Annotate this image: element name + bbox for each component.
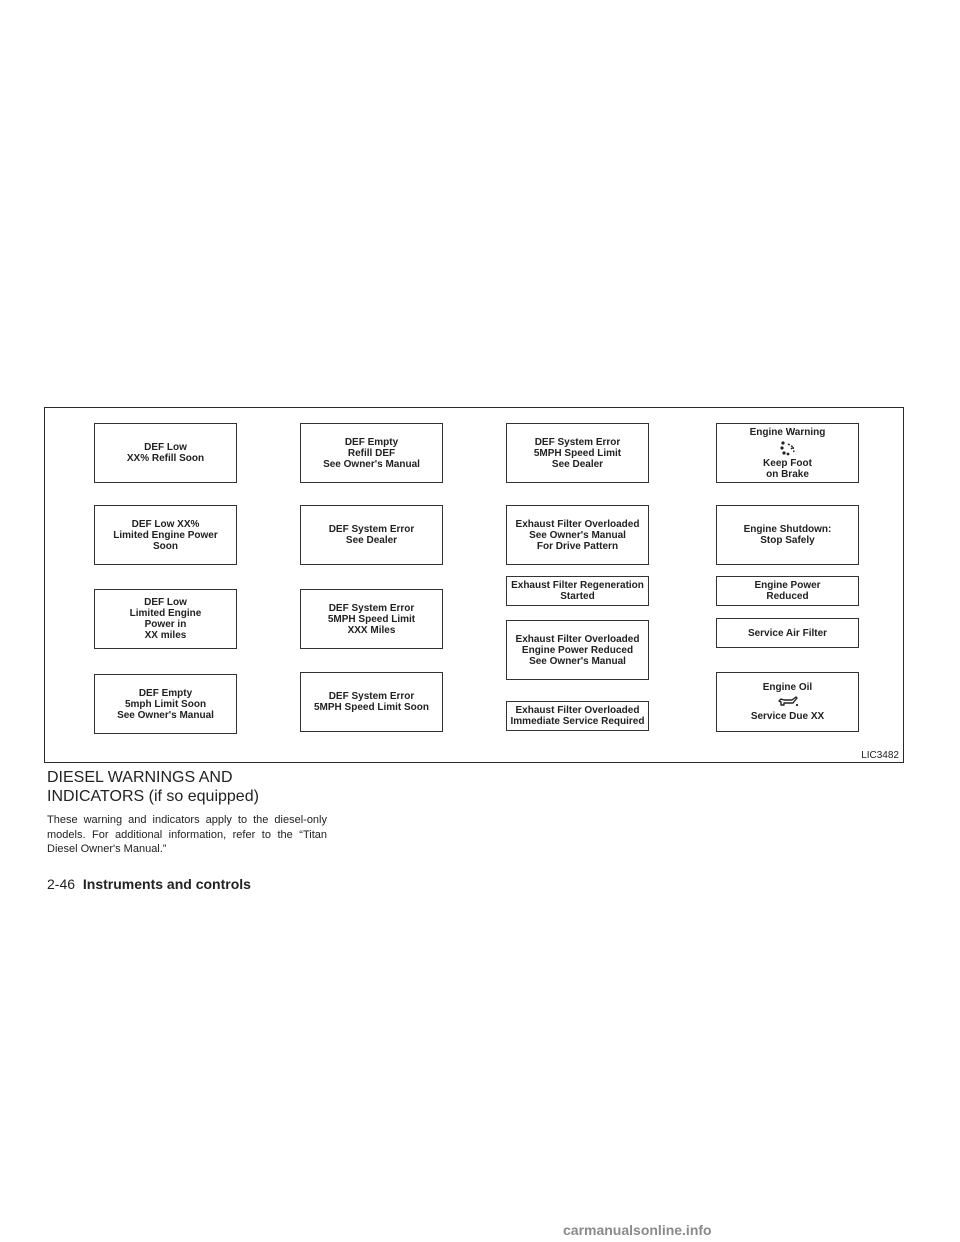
engine-warning-title: Engine Warning <box>749 426 826 438</box>
message-service-air-filter: Service Air Filter <box>716 618 859 648</box>
page-footer <box>47 876 251 892</box>
message-def-system-error-dealer: DEF System Error See Dealer <box>300 505 443 565</box>
message-exhaust-filter-power-reduced: Exhaust Filter Overloaded Engine Power Reduced See Owner's Manual <box>506 620 649 680</box>
message-def-system-error-5mph-dealer: DEF System Error 5MPH Speed Limit See Dealer <box>506 423 649 483</box>
message-exhaust-filter-immediate: Exhaust Filter Overloaded Immediate Service Required <box>506 701 649 731</box>
watermark: carmanualsonline.info <box>563 1222 712 1238</box>
engine-oil-detail: Service Due XX <box>750 711 825 722</box>
brake-pedal-icon <box>779 440 797 456</box>
message-def-empty-5mph-soon: DEF Empty 5mph Limit Soon See Owner's Manual <box>94 674 237 734</box>
message-exhaust-filter-regeneration: Exhaust Filter Regeneration Started <box>506 576 649 606</box>
message-engine-oil <box>716 672 859 732</box>
section-title <box>47 768 259 806</box>
diesel-warnings-figure <box>44 407 904 763</box>
message-def-system-error-5mph-soon: DEF System Error 5MPH Speed Limit Soon <box>300 672 443 732</box>
section-title-line1: DIESEL WARNINGS AND <box>47 769 233 786</box>
engine-oil-title: Engine Oil <box>762 682 813 693</box>
page-number: 2-46 <box>47 876 76 892</box>
section-body: These warning and indicators apply to the diesel-only models. For additional information, refer to the “Titan Diesel Owner's Manual.” <box>47 814 327 855</box>
message-engine-shutdown: Engine Shutdown: Stop Safely <box>716 505 859 565</box>
message-exhaust-filter-overloaded-manual: Exhaust Filter Overloaded See Owner's Manual For Drive Pattern <box>506 505 649 565</box>
chapter-title: Instruments and controls <box>82 876 251 892</box>
section-title-line2: INDICATORS (if so equipped) <box>47 788 259 805</box>
message-engine-power-reduced: Engine Power Reduced <box>716 576 859 606</box>
engine-warning-detail: Keep Foot on Brake <box>763 457 812 480</box>
message-engine-warning <box>716 423 859 483</box>
figure-id: LIC3482 <box>861 750 899 761</box>
message-def-system-error-xxx-miles: DEF System Error 5MPH Speed Limit XXX Miles <box>300 589 443 649</box>
message-def-low-limited-xx-miles: DEF Low Limited Engine Power in XX miles <box>94 589 237 649</box>
message-def-low-limited-power-soon: DEF Low XX% Limited Engine Power Soon <box>94 505 237 565</box>
message-def-low-refill: DEF Low XX% Refill Soon <box>94 423 237 483</box>
message-def-empty-refill: DEF Empty Refill DEF See Owner's Manual <box>300 423 443 483</box>
oil-can-icon <box>777 695 799 709</box>
